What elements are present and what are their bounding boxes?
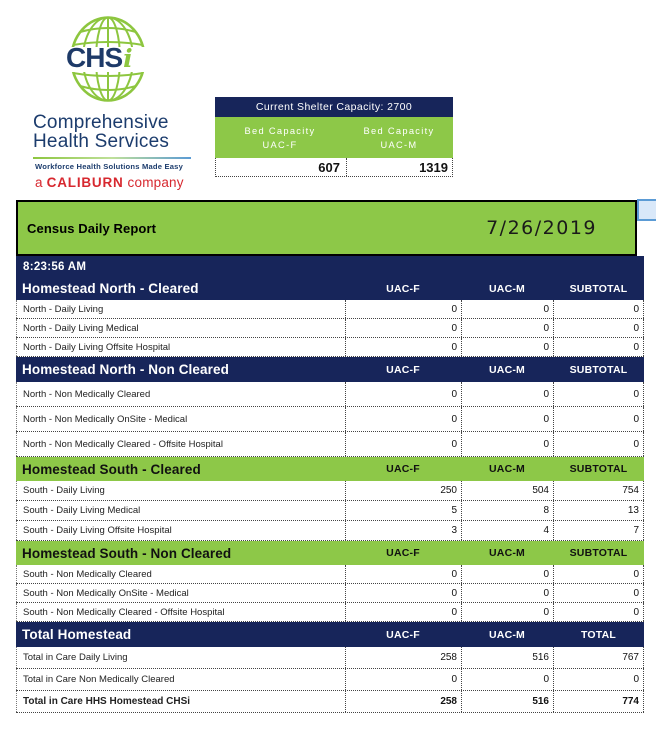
row-label: North - Daily Living [16,300,345,318]
row-label: Total in Care HHS Homestead CHSi [16,691,345,712]
table-row [16,584,644,603]
section-homestead-north-non-cleared [16,357,644,457]
section-header [16,541,644,565]
table-row [16,382,644,407]
row-value-uacm: 0 [461,319,553,337]
row-value-subtotal: 0 [553,382,644,406]
shelter-capacity-title: Current Shelter Capacity: 2700 [215,97,453,117]
table-row [16,319,644,338]
bed-capacity-uacf-header [215,117,345,158]
row-value-uacf: 0 [345,432,461,456]
row-value-uacm: 0 [461,432,553,456]
row-value-uacf: 258 [345,691,461,712]
column-header-uacm: UAC-M [489,547,525,559]
row-value-uacm: 0 [461,300,553,318]
row-value-uacf: 0 [345,319,461,337]
uacf-label: UAC-F [262,139,298,150]
shelter-capacity-box [215,97,453,177]
column-header-uacf: UAC-F [386,547,420,559]
column-header-uacm: UAC-M [489,363,525,376]
bed-capacity-label: Bed Capacity [363,125,435,136]
row-label: Total in Care Daily Living [16,647,345,668]
row-value-total: 0 [553,669,644,690]
table-row [16,338,644,357]
row-label: North - Non Medically Cleared - Offsite Hospital [16,432,345,456]
row-value-uacm: 516 [461,691,553,712]
row-label: South - Non Medically OnSite - Medical [16,584,345,602]
section-homestead-south-cleared [16,457,644,541]
section-homestead-south-non-cleared [16,541,644,622]
row-value-uacm: 0 [461,338,553,356]
column-header-uacf: UAC-F [386,628,420,641]
column-header-uacf: UAC-F [386,463,420,475]
section-title: Homestead South - Cleared [22,461,201,477]
row-value-uacm: 0 [461,669,553,690]
section-total-homestead [16,622,644,713]
row-value-subtotal: 0 [553,584,644,602]
section-header [16,457,644,481]
row-label: North - Non Medically OnSite - Medical [16,407,345,431]
chs-i-letter: i [123,44,132,73]
row-value-total: 774 [553,691,644,712]
report-date: 7/26/2019 [486,217,597,239]
row-value-uacf: 0 [345,407,461,431]
company-name-line2: Health Services [33,131,170,152]
row-value-uacf: 0 [345,669,461,690]
caliburn-prefix: a [35,175,43,190]
section-title: Homestead South - Non Cleared [22,545,232,561]
row-value-uacf: 258 [345,647,461,668]
row-value-uacf: 0 [345,300,461,318]
row-value-subtotal: 7 [553,521,644,540]
row-value-subtotal: 0 [553,319,644,337]
column-header-uacf: UAC-F [386,282,420,295]
row-value-subtotal: 13 [553,501,644,520]
row-value-uacf: 5 [345,501,461,520]
bed-capacity-uacm-header [345,117,453,158]
row-value-uacf: 0 [345,565,461,583]
section-title: Homestead North - Non Cleared [22,362,229,377]
chs-text: CHS [66,42,123,73]
section-title: Homestead North - Cleared [22,281,199,296]
row-value-subtotal: 0 [553,565,644,583]
row-value-subtotal: 0 [553,432,644,456]
column-header-uacm: UAC-M [489,628,525,641]
section-header [16,357,644,382]
table-row [16,603,644,622]
bed-capacity-values [215,158,453,177]
table-row [16,669,644,691]
column-header-subtotal: SUBTOTAL [569,547,628,559]
section-homestead-north-cleared [16,277,644,357]
row-value-uacm: 4 [461,521,553,540]
brand-divider [33,157,191,159]
table-row-grand-total [16,691,644,713]
row-label: North - Daily Living Medical [16,319,345,337]
caliburn-line [35,175,197,190]
row-value-uacf: 0 [345,603,461,621]
chs-wordmark [66,44,132,72]
row-value-subtotal: 754 [553,481,644,500]
table-row [16,521,644,541]
row-value-subtotal: 0 [553,603,644,621]
row-label: South - Daily Living [16,481,345,500]
row-label: North - Non Medically Cleared [16,382,345,406]
row-label: North - Daily Living Offsite Hospital [16,338,345,356]
row-value-uacf: 250 [345,481,461,500]
table-row [16,300,644,319]
report-title: Census Daily Report [27,220,157,236]
row-value-uacm: 0 [461,382,553,406]
row-value-subtotal: 0 [553,300,644,318]
row-value-uacf: 0 [345,382,461,406]
section-title: Total Homestead [22,627,132,642]
company-name [33,113,195,151]
uacm-label: UAC-M [380,139,418,150]
bed-capacity-headers [215,117,453,158]
report-time: 8:23:56 AM [16,256,644,277]
table-row [16,647,644,669]
row-value-uacm: 0 [461,565,553,583]
column-header-uacm: UAC-M [489,463,525,475]
row-label: South - Daily Living Medical [16,501,345,520]
section-header [16,622,644,647]
column-header-uacm: UAC-M [489,282,525,295]
row-value-uacm: 0 [461,407,553,431]
company-tagline: Workforce Health Solutions Made Easy [35,162,183,171]
column-header-subtotal: SUBTOTAL [569,463,628,475]
row-value-uacm: 504 [461,481,553,500]
census-report [16,200,644,713]
row-value-total: 767 [553,647,644,668]
table-row [16,481,644,501]
company-name-line1: Comprehensive [33,112,169,133]
column-header-subtotal: SUBTOTAL [569,363,628,376]
row-label: South - Daily Living Offsite Hospital [16,521,345,540]
bed-capacity-uacf-value: 607 [318,159,340,175]
row-value-uacf: 3 [345,521,461,540]
row-label: South - Non Medically Cleared - Offsite Hospital [16,603,345,621]
row-label: Total in Care Non Medically Cleared [16,669,345,690]
table-row [16,501,644,521]
row-value-uacm: 0 [461,603,553,621]
row-value-uacf: 0 [345,338,461,356]
bed-capacity-label: Bed Capacity [244,125,316,136]
column-header-uacf: UAC-F [386,363,420,376]
row-value-uacm: 8 [461,501,553,520]
row-value-subtotal: 0 [553,338,644,356]
row-value-uacm: 516 [461,647,553,668]
table-row [16,407,644,432]
caliburn-name: CALIBURN [46,175,124,190]
row-label: South - Non Medically Cleared [16,565,345,583]
row-value-uacm: 0 [461,584,553,602]
row-value-uacf: 0 [345,584,461,602]
row-value-subtotal: 0 [553,407,644,431]
bed-capacity-uacm-value: 1319 [346,158,454,176]
report-title-bar [16,200,637,256]
table-row [16,565,644,584]
page-header [0,0,656,200]
column-header-total: TOTAL [580,628,617,641]
column-header-subtotal: SUBTOTAL [569,282,628,295]
table-row [16,432,644,457]
section-header [16,277,644,300]
caliburn-suffix: company [127,175,184,190]
